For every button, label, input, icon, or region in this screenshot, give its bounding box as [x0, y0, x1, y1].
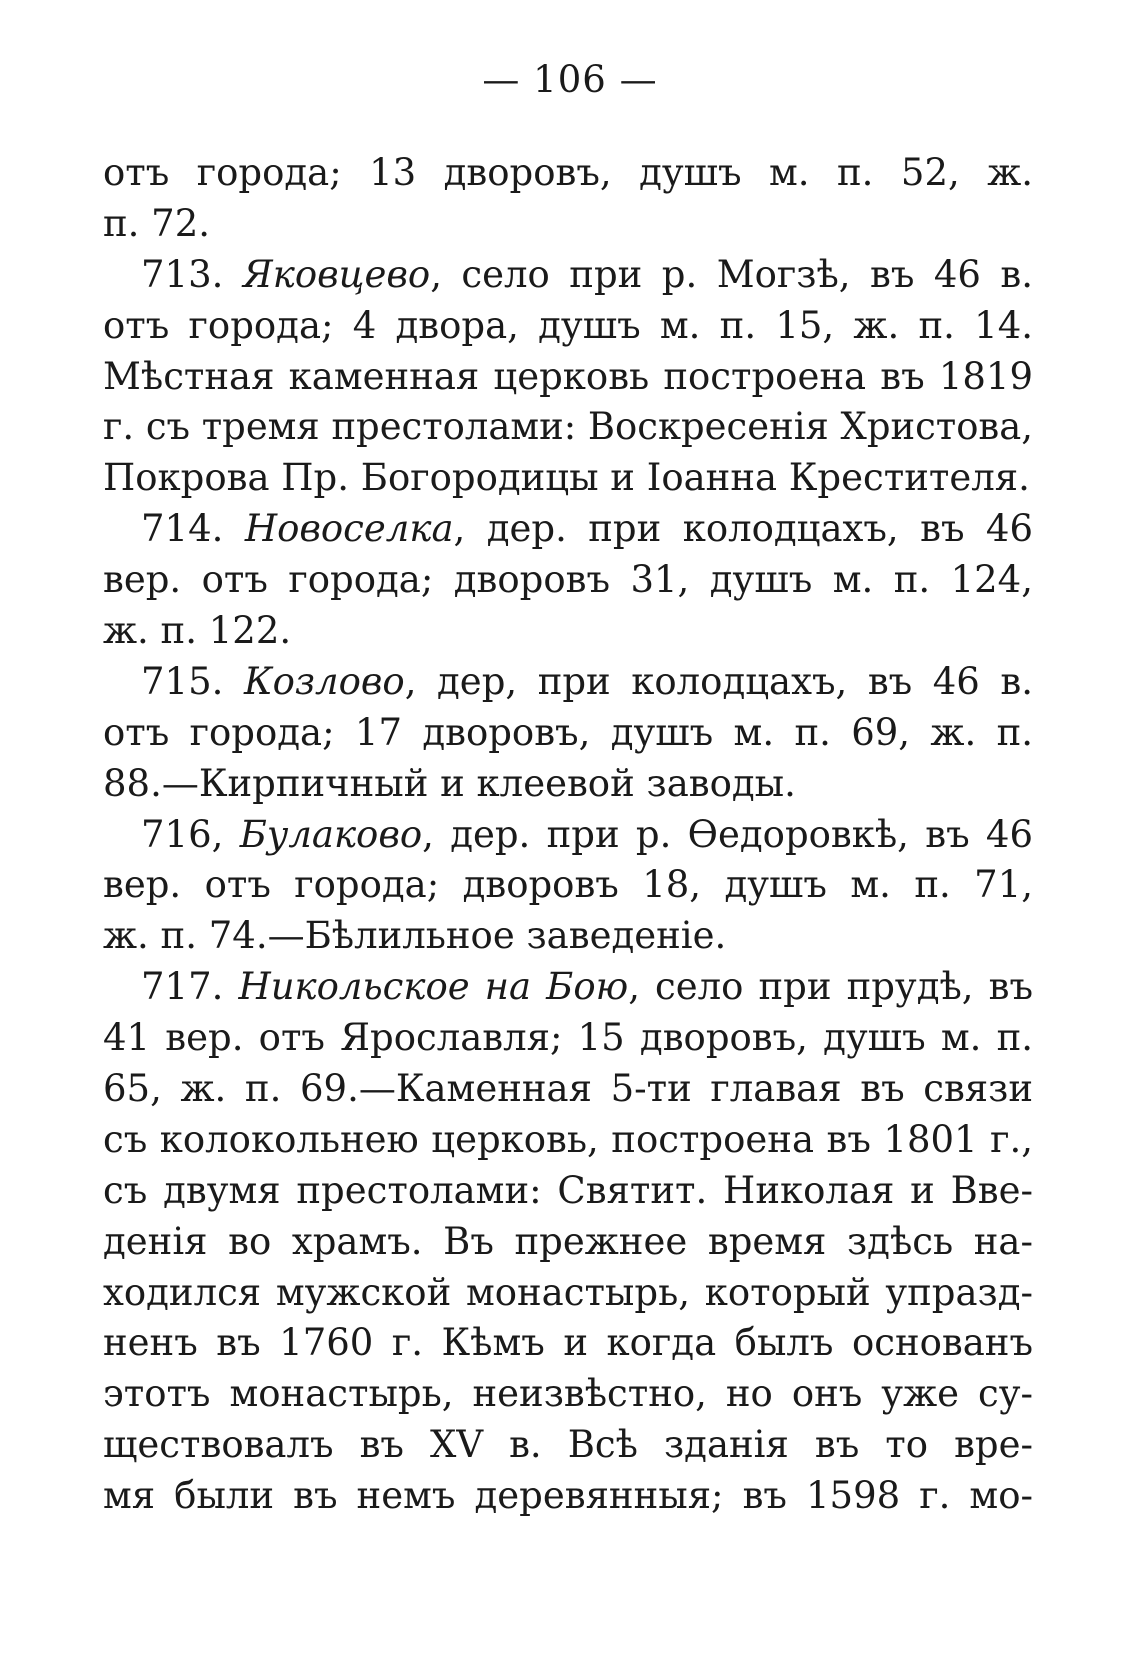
line-text: отъ города; 4 двора, душъ м. п. 15, ж. п. 14.	[103, 303, 1033, 347]
text-line	[103, 911, 1033, 962]
text-line	[103, 1318, 1033, 1369]
line-text: , село при прудѣ, въ	[628, 965, 1033, 1009]
line-text: вер. отъ города; дворовъ 18, душъ м. п. 71,	[103, 863, 1033, 907]
text-line	[103, 810, 1033, 861]
line-text: 65, ж. п. 69.—Каменная 5-ти главая въ связи	[103, 1067, 1033, 1111]
line-text: , дер. при р. Ѳедоровкѣ, въ 46	[422, 812, 1033, 856]
text-line	[103, 657, 1033, 708]
line-text: съ двумя престолами: Святит. Николая и Вве-	[103, 1168, 1033, 1212]
place-name: Новоселка	[244, 507, 454, 551]
line-text: 41 вер. отъ Ярославля; 15 дворовъ, душъ м. п.	[103, 1016, 1033, 1060]
line-text: Мѣстная каменная церковь построена въ 1819	[103, 354, 1033, 398]
text-line	[103, 148, 1033, 199]
line-text: п. 72.	[103, 201, 211, 245]
text-line	[103, 962, 1033, 1013]
text-line	[103, 1268, 1033, 1319]
line-text: г. съ тремя престолами: Воскресенія Христова,	[103, 405, 1033, 449]
line-text: ж. п. 74.—Бѣлильное заведеніе.	[103, 914, 727, 958]
line-text: , дер. при колодцахъ, въ 46	[453, 507, 1033, 551]
line-text: отъ города; 17 дворовъ, душъ м. п. 69, ж. п.	[103, 710, 1033, 754]
text-line	[103, 1013, 1033, 1064]
place-name: Козлово	[243, 659, 405, 703]
line-text: ществовалъ въ XV в. Всѣ зданія въ то вре-	[103, 1423, 1033, 1467]
line-text: отъ города; 13 дворовъ, душъ м. п. 52, ж.	[103, 151, 1033, 194]
line-text: этотъ монастырь, неизвѣстно, но онъ уже су-	[103, 1372, 1033, 1416]
line-text: ж. п. 122.	[103, 609, 292, 653]
line-text: 88.—Кирпичный и клеевой заводы.	[103, 761, 796, 805]
text-line	[103, 759, 1033, 810]
line-text: съ колокольнею церковь, построена въ 1801 г.,	[103, 1117, 1033, 1161]
text-line	[103, 860, 1033, 911]
text-line	[103, 1115, 1033, 1166]
line-text: ходился мужской монастырь, который упразд-	[103, 1270, 1033, 1314]
text-line	[103, 1166, 1033, 1217]
line-text: денія во храмъ. Въ прежнее время здѣсь на-	[103, 1219, 1033, 1263]
line-text: вер. отъ города; дворовъ 31, душъ м. п. 124,	[103, 558, 1033, 602]
entry-number: 713.	[141, 252, 243, 296]
place-name: Яковцево	[242, 252, 431, 296]
text-line	[103, 453, 1033, 504]
text-line	[103, 1471, 1033, 1522]
text-line	[103, 352, 1033, 403]
entry-number: 714.	[141, 507, 245, 551]
text-line	[103, 301, 1033, 352]
text-line	[103, 1064, 1033, 1115]
text-line	[103, 1217, 1033, 1268]
text-line	[103, 555, 1033, 606]
line-text: , село при р. Могзѣ, въ 46 в.	[430, 252, 1033, 296]
line-text: , дер, при колодцахъ, въ 46 в.	[404, 659, 1033, 703]
text-line	[103, 402, 1033, 453]
line-text: ненъ въ 1760 г. Кѣмъ и когда былъ основанъ	[103, 1321, 1033, 1365]
entry-number: 715.	[141, 659, 244, 703]
text-line	[103, 606, 1033, 657]
entry-number: 716,	[141, 812, 240, 856]
place-name: Никольское на Бою	[238, 965, 629, 1009]
text-line	[103, 708, 1033, 759]
line-text: мя были въ немъ деревянныя; въ 1598 г. мо-	[103, 1474, 1033, 1518]
text-line	[103, 504, 1033, 555]
text-line	[103, 1420, 1033, 1471]
text-line	[103, 250, 1033, 301]
line-text: Покрова Пр. Богородицы и Іоанна Крестителя.	[103, 456, 1030, 500]
page-number: — 106 —	[482, 58, 658, 101]
entry-number: 717.	[141, 965, 239, 1009]
page-text	[103, 148, 1033, 1522]
text-line	[103, 199, 1033, 250]
place-name: Булаково	[239, 812, 423, 856]
text-line	[103, 1369, 1033, 1420]
